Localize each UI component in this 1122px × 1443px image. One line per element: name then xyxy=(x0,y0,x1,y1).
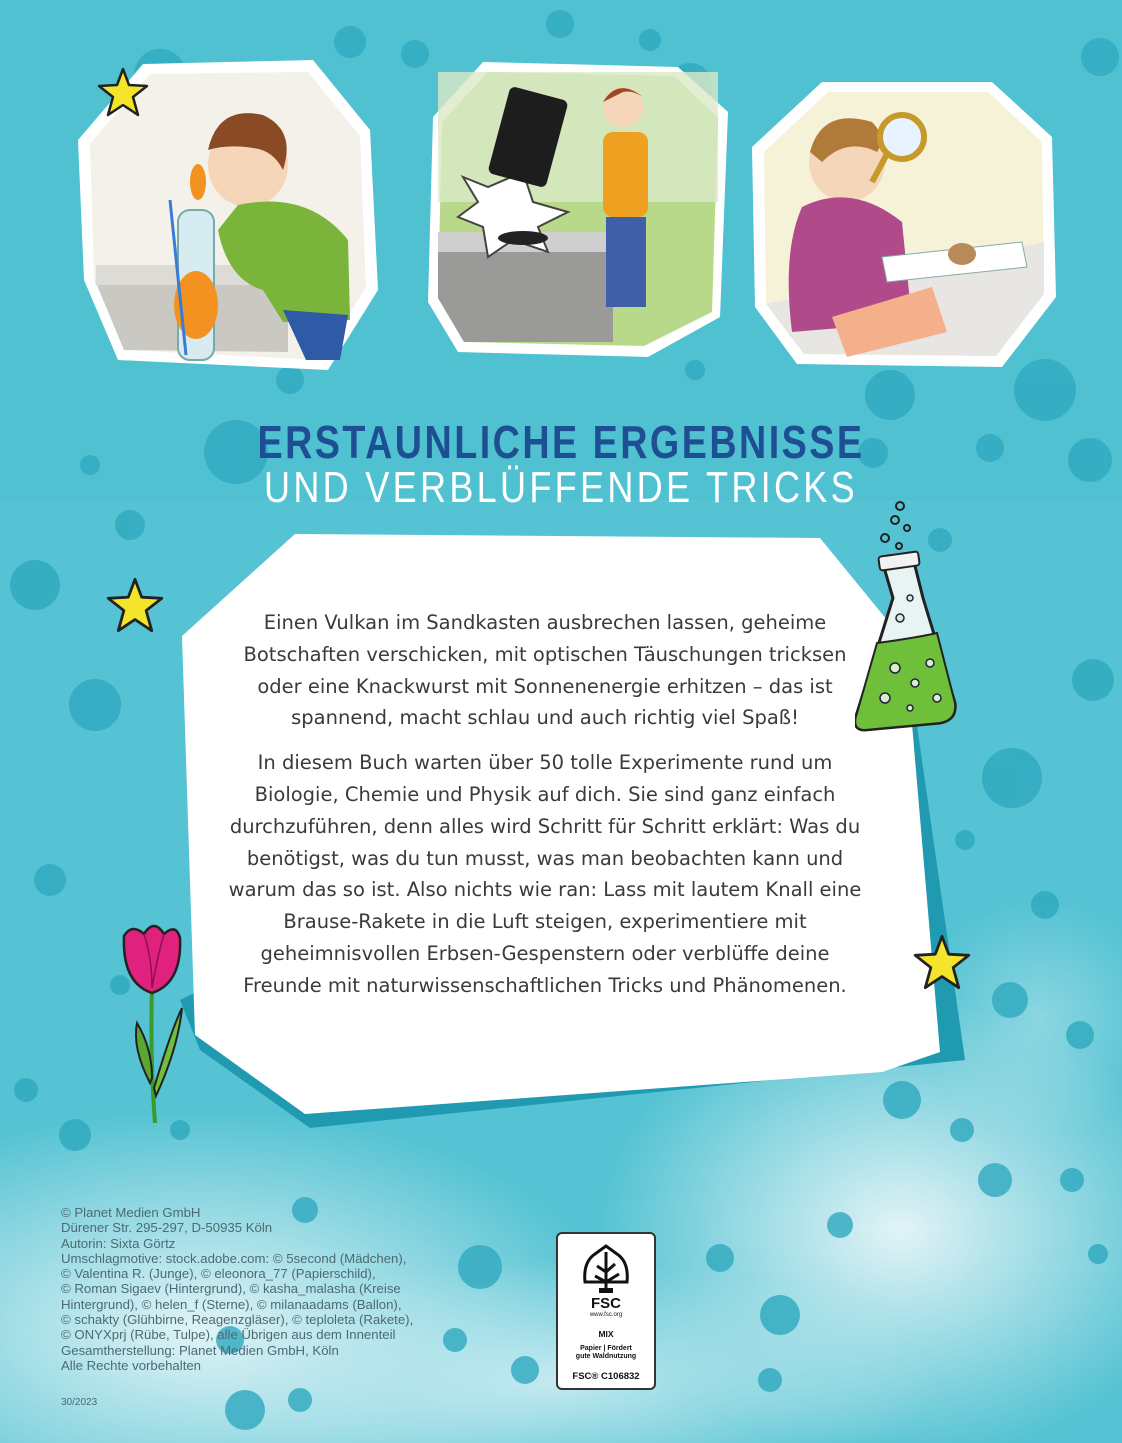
imprint-line: © schakty (Glühbirne, Reagenzgläser), © teploleta (Rakete), xyxy=(61,1312,414,1328)
fsc-name: FSC xyxy=(591,1295,621,1312)
print-code: 30/2023 xyxy=(61,1397,98,1408)
imprint-line: © Roman Sigaev (Hintergrund), © kasha_malasha (Kreise xyxy=(61,1281,401,1297)
imprint-line: Gesamtherstellung: Planet Medien GmbH, Köln xyxy=(61,1342,339,1358)
flask-icon xyxy=(855,498,965,738)
imprint xyxy=(61,1205,481,1373)
fsc-claim-line-2: gute Waldnutzung xyxy=(575,1353,637,1360)
imprint-line: © ONYXprj (Rübe, Tulpe), alle Übrigen aus dem Innenteil xyxy=(61,1327,396,1343)
description-paragraph-2: In diesem Buch warten über 50 tolle Experimente rund um Biologie, Chemie und Physik auf dich. Sie sind ganz einfach durchzuführen, denn alles wird Schritt für Schritt erklärt: Was du benötigst, was du tun musst, was man beobachten kann und warum das so ist. Also nichts wie ran: Lass mit lautem Knall eine Brause-Rakete in die Luft steigen, experimentiere mit geheimnisvollen Erbsen-Gespenstern oder verblüffe deine Freunde mit naturwissenschaftlichen Tricks und Phänomenen. xyxy=(228,751,862,997)
star-icon xyxy=(106,576,164,634)
fsc-claim-line-1: Papier | Fördert xyxy=(580,1345,632,1352)
headline-line-1: ERSTAUNLICHE ERGEBNISSE xyxy=(257,416,865,468)
imprint-line: Dürener Str. 295-297, D-50935 Köln xyxy=(61,1220,273,1236)
tulip-icon xyxy=(112,918,192,1128)
fsc-tree-icon xyxy=(579,1242,633,1296)
star-icon xyxy=(97,66,149,118)
fsc-mix: MIX xyxy=(598,1329,614,1339)
imprint-line: Alle Rechte vorbehalten xyxy=(61,1357,202,1373)
fsc-label xyxy=(556,1232,656,1390)
imprint-line: Hintergrund), © helen_f (Sterne), © milanaadams (Ballon), xyxy=(61,1296,402,1312)
fsc-url: www.fsc.org xyxy=(589,1312,623,1318)
description-text xyxy=(225,607,865,1015)
imprint-line: © Valentina R. (Junge), © eleonora_77 (Papierschild), xyxy=(61,1266,376,1282)
imprint-line: Umschlagmotive: stock.adobe.com: © 5second (Mädchen), xyxy=(61,1250,407,1266)
fsc-code: FSC® C106832 xyxy=(572,1371,640,1382)
star-icon xyxy=(913,933,971,991)
headline-line-2: UND VERBLÜFFENDE TRICKS xyxy=(263,463,859,512)
imprint-line: © Planet Medien GmbH xyxy=(61,1205,201,1220)
description-paragraph-1: Einen Vulkan im Sandkasten ausbrechen lassen, geheime Botschaften verschicken, mit optischen Täuschungen tricksen oder eine Knackwurst mit Sonnenenergie erhitzen – das ist spannend, macht schlau und auch richtig viel Spaß! xyxy=(243,611,847,730)
imprint-line: Autorin: Sixta Görtz xyxy=(61,1235,176,1251)
